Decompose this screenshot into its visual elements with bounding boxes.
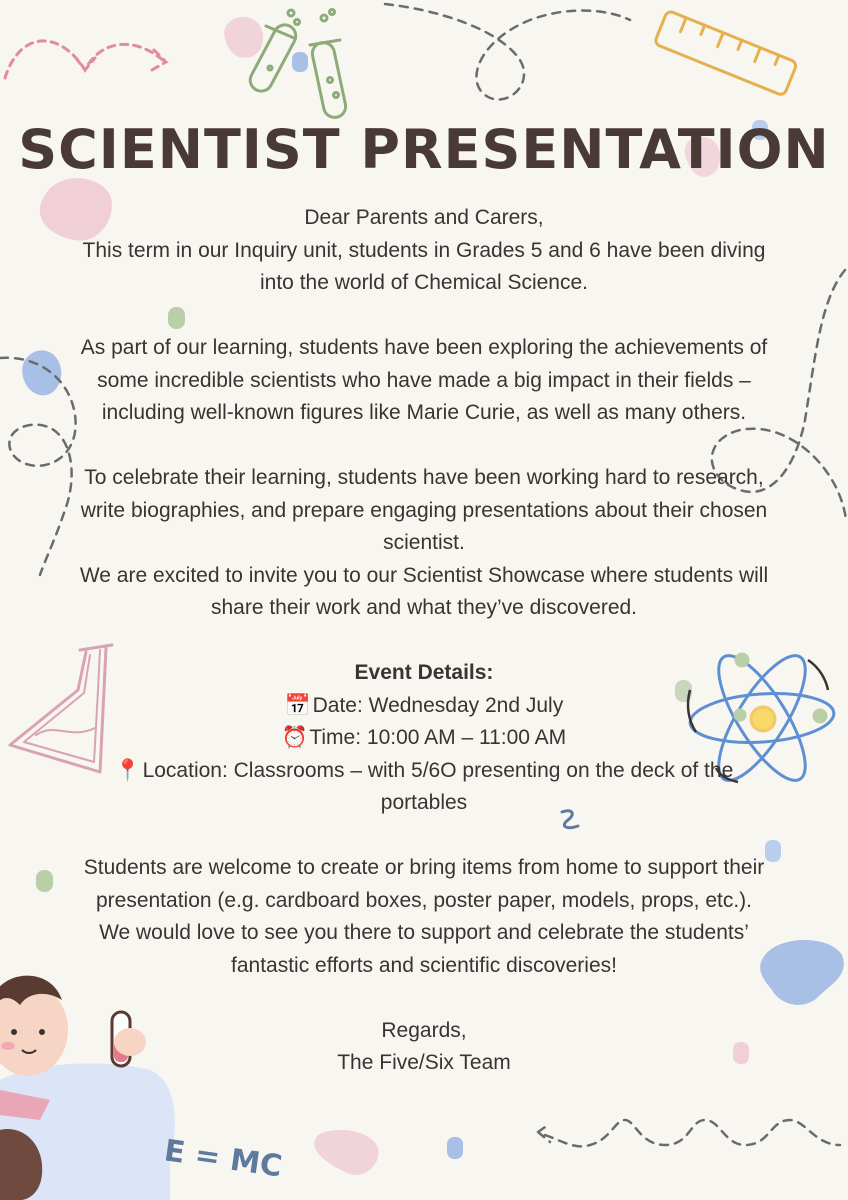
- greeting: Dear Parents and Carers,: [304, 206, 544, 229]
- event-details-heading: Event Details:: [354, 661, 494, 684]
- intro-paragraph: This term in our Inquiry unit, students in Grades 5 and 6 have been diving into the world of Chemical Science.: [82, 238, 766, 294]
- closing: Regards,: [381, 1018, 467, 1042]
- event-location: [70, 755, 778, 820]
- event-location-text: Location: Classrooms – with 5/6O presenting on the deck of the portables: [142, 758, 734, 814]
- items-paragraph: Students are welcome to create or bring items from home to support their presentation (e.g. cardboard boxes, poster paper, models, props, etc.).: [83, 856, 765, 912]
- pink-blob: [224, 17, 263, 58]
- celebration-paragraph: To celebrate their learning, students have been working hard to research, write biographies, and prepare engaging presentations about their chosen scientist.: [80, 466, 768, 554]
- formula-text: E = MC: [162, 1133, 285, 1185]
- letter-body: [70, 202, 778, 1080]
- pink-arrow-doodle: [5, 41, 166, 78]
- green-dot: [36, 870, 53, 892]
- pink-blob: [314, 1130, 378, 1175]
- formula-doodle: [160, 1128, 290, 1188]
- event-date-text: Date: Wednesday 2nd July: [312, 693, 564, 717]
- invitation-paragraph: We are excited to invite you to our Scientist Showcase where students will share their work and what they’ve discovered.: [79, 563, 769, 619]
- calendar-icon: 📅: [284, 693, 311, 717]
- blue-blob: [22, 350, 61, 395]
- event-time: [70, 722, 778, 755]
- page-title: SCIENTIST PRESENTATION: [18, 118, 830, 181]
- blue-dot: [292, 52, 308, 72]
- event-date: [70, 690, 778, 723]
- signature: The Five/Six Team: [337, 1051, 511, 1074]
- blue-dot: [447, 1137, 463, 1159]
- scientists-paragraph: As part of our learning, students have been exploring the achievements of some incredible scientists who have made a big impact in their fields – including well-known figures like Marie Curie, as well as many others.: [80, 336, 768, 424]
- alarm-clock-icon: ⏰: [281, 726, 309, 749]
- ruler-icon: [654, 10, 797, 96]
- pin-icon: 📍: [114, 758, 141, 782]
- event-time-text: Time: 10:00 AM – 11:00 AM: [309, 726, 567, 749]
- support-paragraph: We would love to see you there to support and celebrate the students’ fantastic efforts and scientific discoveries!: [99, 921, 749, 977]
